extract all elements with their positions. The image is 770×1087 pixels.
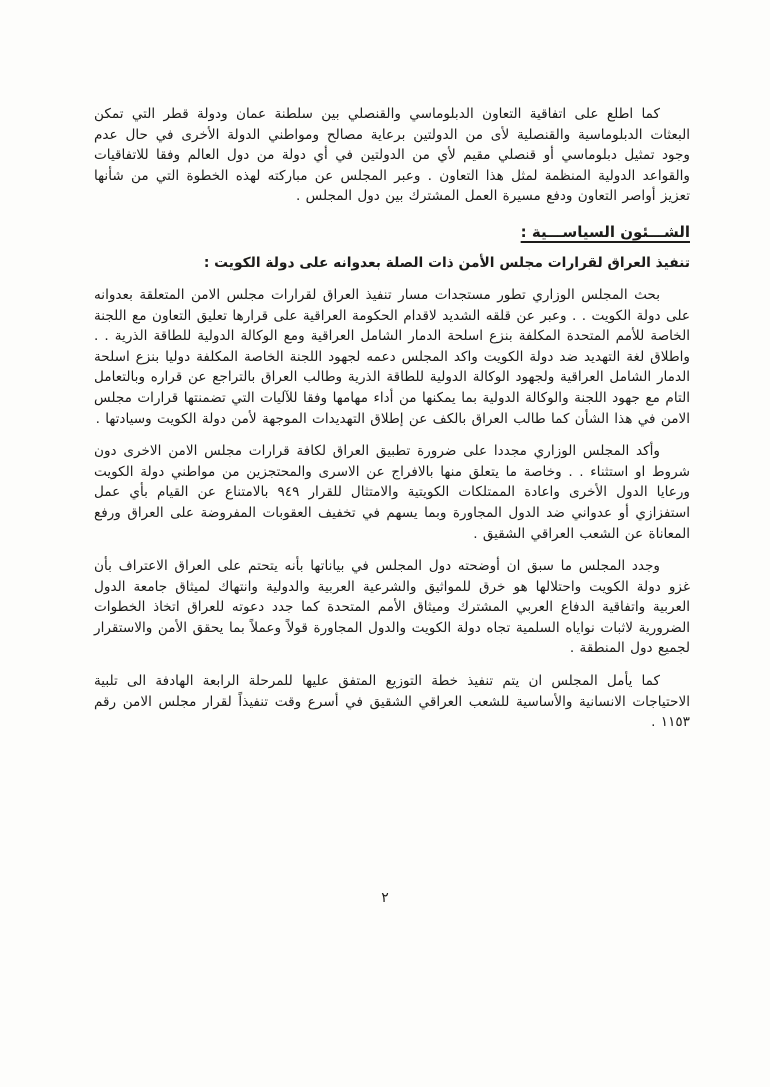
section-heading-political-affairs: الشـــئون السياســـية : [520, 222, 690, 241]
document-content [94, 104, 690, 745]
body-paragraph: بحث المجلس الوزاري تطور مستجدات مسار تنفيذ العراق لقرارات مجلس الامن المتعلقة بعدوانه على دولة الكويت . . وعبر عن قلقه الشديد لاقدام الحكومة العراقية على قرارها تعليق التعاون مع اللجنة الخاصة للأمم المتحدة المكلفة بنزع اسلحة الدمار الشامل العراقية ومع الوكالة الدولية للطاقة الذرية . . واطلاق لغة التهديد ضد دولة الكويت واكد المجلس دعمه لجهود اللجنة الخاصة المكلفة دوليا بنزع اسلحة الدمار الشامل العراقية ولجهود الوكالة الدولية للطاقة الذرية وطالب العراق بالتراجع عن قراره وبالتعامل التام مع جهود اللجنة والوكالة الدولية بما يمكنها من أداء مهامها وفقا للآليات التي تضمنتها قرارات مجلس الامن في هذا الشأن كما طالب العراق بالكف عن إطلاق التهديدات الموجهة لأمن دولة الكويت وسيادتها . [94, 286, 690, 427]
body-paragraph: وجدد المجلس ما سبق ان أوضحته دول المجلس في بياناتها بأنه يتحتم على العراق الاعتراف بأن غزو دولة الكويت واحتلالها هو خرق للمواثيق والشرعية العربية والدولية وانتهاك لميثاق جامعة الدول العربية واتفاقية الدفاع العربي المشترك وميثاق الأمم المتحدة كما جدد دعوته للعراق اتخاذ الخطوات الضرورية لاثبات نواياه السلمية تجاه دولة الكويت والدول المجاورة قولاً وعملاً بما يحقق الأمن والاستقرار لجميع دول المنطقة . [94, 558, 690, 657]
subsection-heading-iraq-resolutions: تنفيذ العراق لقرارات مجلس الأمن ذات الصلة بعدوانه على دولة الكويت : [203, 254, 690, 271]
body-paragraph: كما يأمل المجلس ان يتم تنفيذ خطة التوزيع المتفق عليها للمرحلة الرابعة الهادفة الى تلبية الاحتياجات الانسانية والأساسية للشعب العراقي الشقيق في أسرع وقت تنفيذاً لقرار مجلس الامن رقم ١١٥٣ . [94, 673, 690, 731]
page-number: ٢ [381, 890, 389, 906]
body-paragraph: وأكد المجلس الوزاري مجددا على ضرورة تطبيق العراق لكافة قرارات مجلس الامن الاخرى دون شروط او استثناء . . وخاصة ما يتعلق منها بالافراج عن الاسرى والمحتجزين من مواطني دولة الكويت ورعايا الدول الأخرى واعادة الممتلكات الكويتية والامتثال للقرار ٩٤٩ بالامتناع عن القيام بأي عمل استفزازي أو عدواني ضد الدول المجاورة وبما يسهم في تخفيف العقوبات المفروضة على العراق ورفع المعاناة عن الشعب العراقي الشقيق . [94, 443, 690, 542]
intro-paragraph: كما اطلع على اتفاقية التعاون الدبلوماسي والقنصلي بين سلطنة عمان ودولة قطر التي تمكن البعثات الدبلوماسية والقنصلية لأى من الدولتين برعاية مصالح ومواطني الدولة الأخرى في حال عدم وجود تمثيل دبلوماسي أو قنصلي مقيم لأي من الدولتين في أي دولة من دول العالم وفقا للاتفاقيات والقواعد الدولية المنظمة لمثل هذا التعاون . وعبر المجلس عن مباركته لهذه الخطوة التي من شأنها تعزيز أواصر التعاون ودفع مسيرة العمل المشترك بين دول المجلس . [94, 106, 690, 205]
